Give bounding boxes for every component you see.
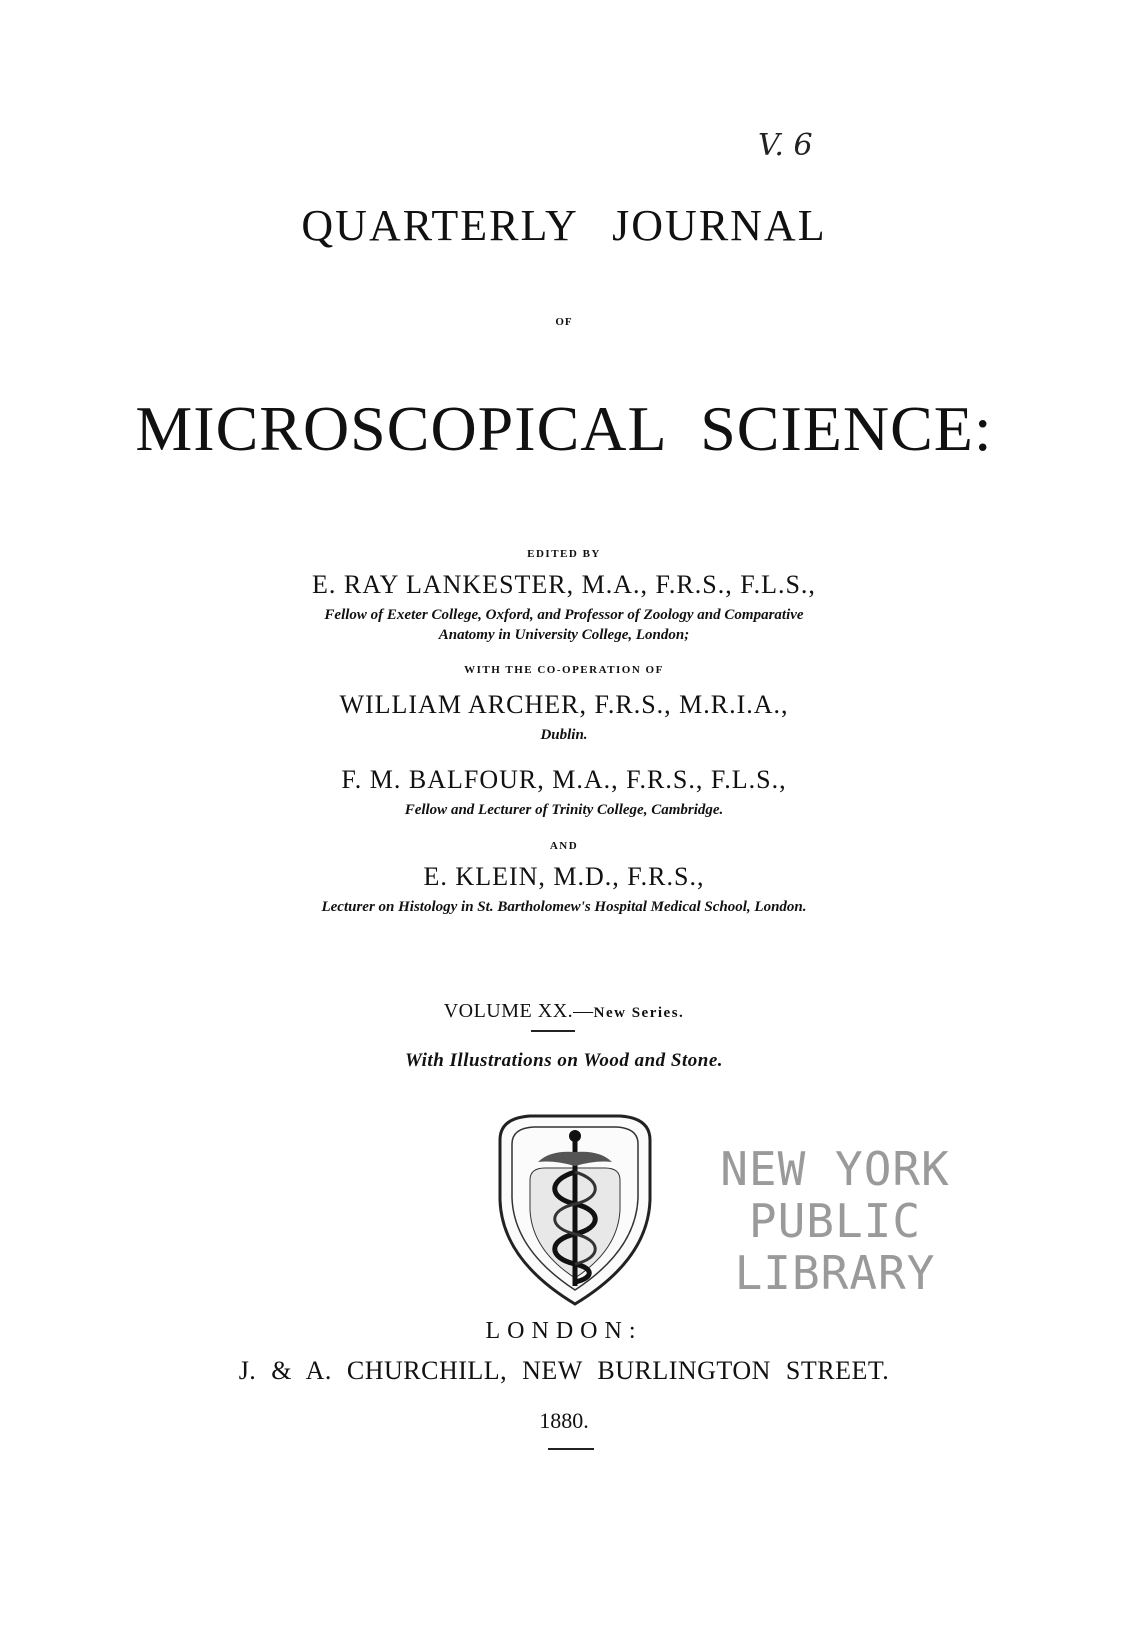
journal-title-line-2: MICROSCOPICAL SCIENCE: [135, 393, 993, 464]
cooperation-label: WITH THE CO-OPERATION OF [464, 664, 664, 676]
collaborator-name: F. M. BALFOUR, M.A., F.R.S., F.L.S., [341, 765, 787, 794]
journal-title-connector: OF [555, 316, 573, 328]
and-label: AND [549, 840, 579, 852]
volume-series: New Series. [593, 1005, 685, 1021]
handwritten-volume-note: V. 6 [758, 128, 813, 163]
editor-affiliation-line-2: Anatomy in University College, London; [438, 627, 690, 643]
library-perforation-stamp [690, 1143, 980, 1299]
collaborator-name: WILLIAM ARCHER, F.R.S., M.R.I.A., [339, 690, 789, 719]
edited-by-label: EDITED BY [527, 548, 601, 560]
caduceus-seal-emblem [490, 1110, 660, 1308]
stamp-line: PUBLIC [748, 1194, 922, 1248]
collaborator-affiliation: Dublin. [540, 727, 588, 743]
imprint-year: 1880. [539, 1408, 589, 1433]
stamp-line: NEW YORK [720, 1142, 950, 1196]
volume-line [0, 1000, 1128, 1023]
journal-title-line-1: QUARTERLY JOURNAL [301, 201, 827, 250]
volume-label: VOLUME XX.— [443, 1000, 594, 1022]
collaborator-affiliation: Lecturer on Histology in St. Bartholomew's Hospital Medical School, London. [321, 899, 807, 915]
editor-affiliation-line-1: Fellow of Exeter College, Oxford, and Professor of Zoology and Comparative [324, 607, 804, 623]
stamp-line: LIBRARY [734, 1246, 936, 1300]
collaborator-affiliation: Fellow and Lecturer of Trinity College, Cambridge. [404, 802, 724, 818]
editor-name: E. RAY LANKESTER, M.A., F.R.S., F.L.S., [312, 570, 816, 599]
illustrations-note: With Illustrations on Wood and Stone. [404, 1050, 724, 1071]
imprint-publisher: J. & A. CHURCHILL, NEW BURLINGTON STREET. [238, 1356, 890, 1385]
collaborator-name: E. KLEIN, M.D., F.R.S., [423, 862, 705, 891]
imprint-city: LONDON: [485, 1318, 643, 1344]
volume-underline [531, 1030, 575, 1032]
closing-rule [548, 1448, 594, 1450]
